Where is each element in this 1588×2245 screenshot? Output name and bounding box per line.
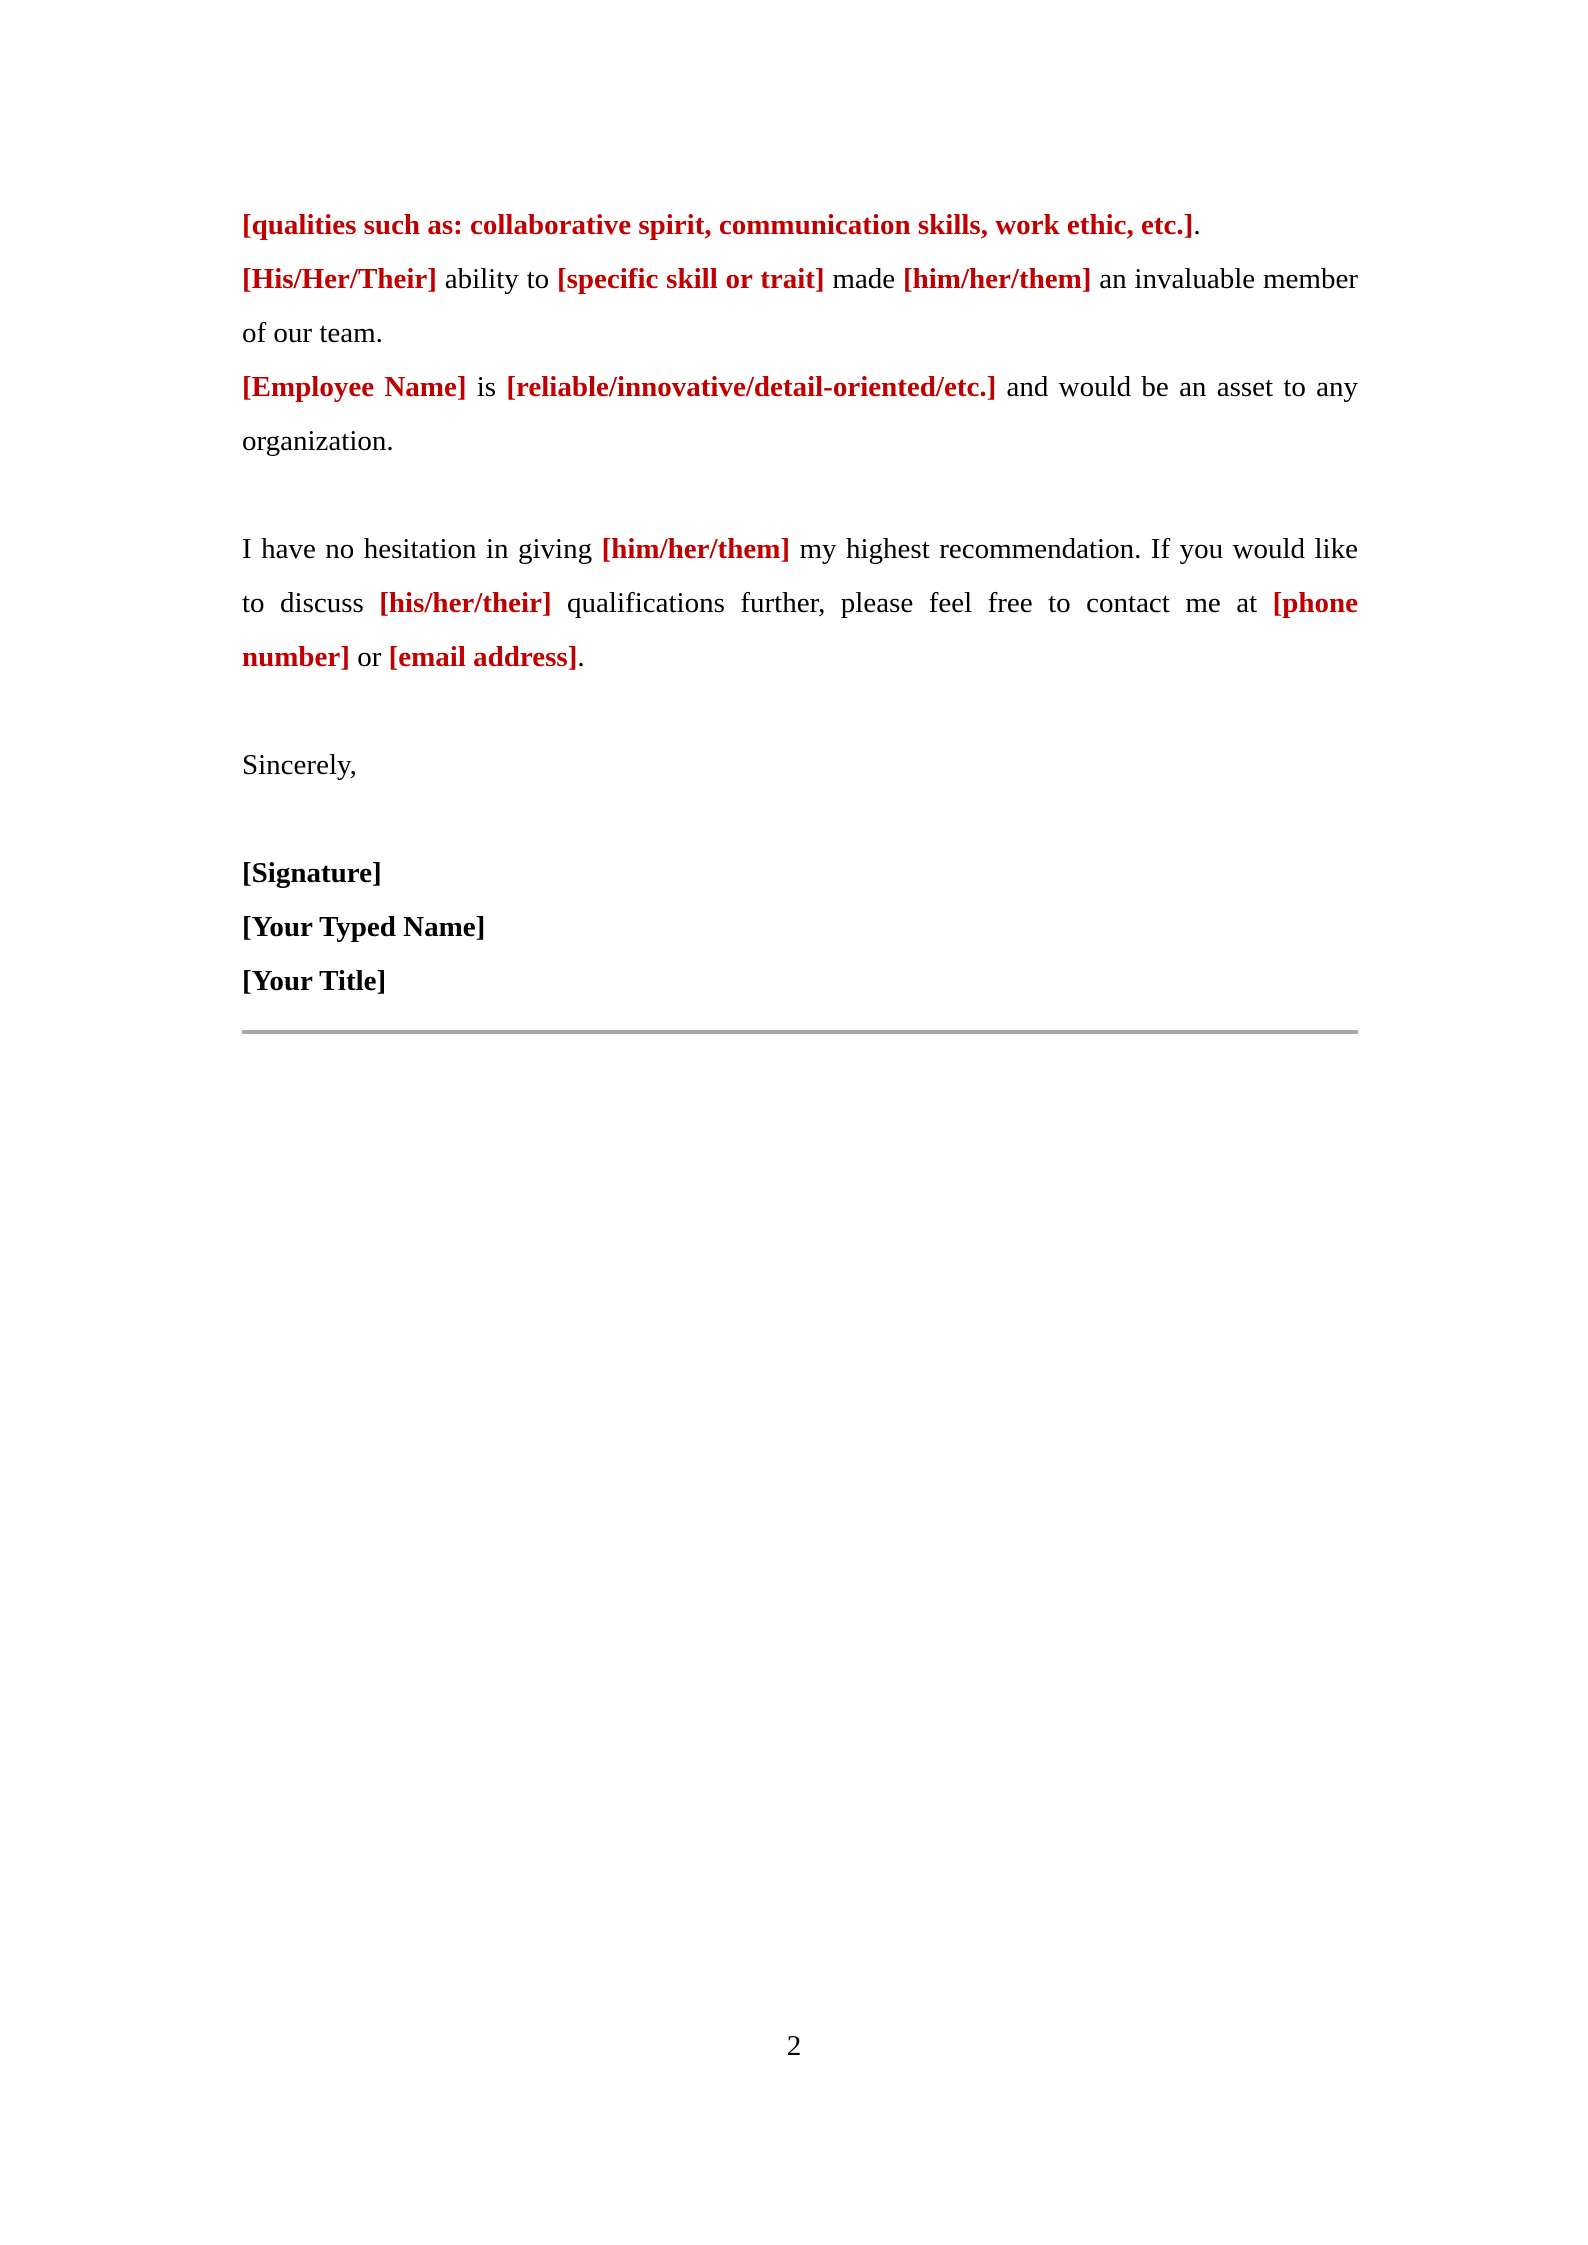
- typed-name-placeholder: [Your Typed Name]: [242, 911, 486, 943]
- letter-body: [242, 198, 1358, 1008]
- placeholder-pronoun-object: [him/her/them]: [601, 533, 791, 565]
- placeholder-employee-name: [Employee Name]: [242, 371, 467, 403]
- placeholder-qualities: [qualities such as: collaborative spirit, communication skills, work ethic, etc.]: [242, 209, 1194, 241]
- signature-placeholder: [Signature]: [242, 857, 382, 889]
- placeholder-email: [email address]: [388, 641, 578, 673]
- placeholder-traits: [reliable/innovative/detail-oriented/etc.]: [506, 371, 997, 403]
- placeholder-pronoun-object: [him/her/them]: [902, 263, 1092, 295]
- horizontal-rule: [242, 1030, 1358, 1034]
- qualities-paragraph: [qualities such as: collaborative spirit, communication skills, work ethic, etc.]. [His/Her/Their] ability to [specific skill or trait] made [him/her/them] an invaluable member of our team.: [242, 209, 1358, 349]
- recommendation-paragraph: I have no hesitation in giving [him/her/them] my highest recommendation. If you would like to discuss [his/her/their] qualifications further, please feel free to contact me at [phone number] or [email address].: [242, 533, 1358, 673]
- title-placeholder: [Your Title]: [242, 965, 387, 997]
- placeholder-phone: [phone number]: [242, 587, 1358, 673]
- placeholder-skill: [specific skill or trait]: [556, 263, 825, 295]
- employee-paragraph: [Employee Name] is [reliable/innovative/detail-oriented/etc.] and would be an asset to any organization.: [242, 371, 1359, 457]
- page-number: 2: [786, 2030, 802, 2062]
- placeholder-pronoun-possessive: [His/Her/Their]: [242, 263, 437, 295]
- closing: Sincerely,: [242, 749, 357, 781]
- placeholder-pronoun-possessive: [his/her/their]: [379, 587, 552, 619]
